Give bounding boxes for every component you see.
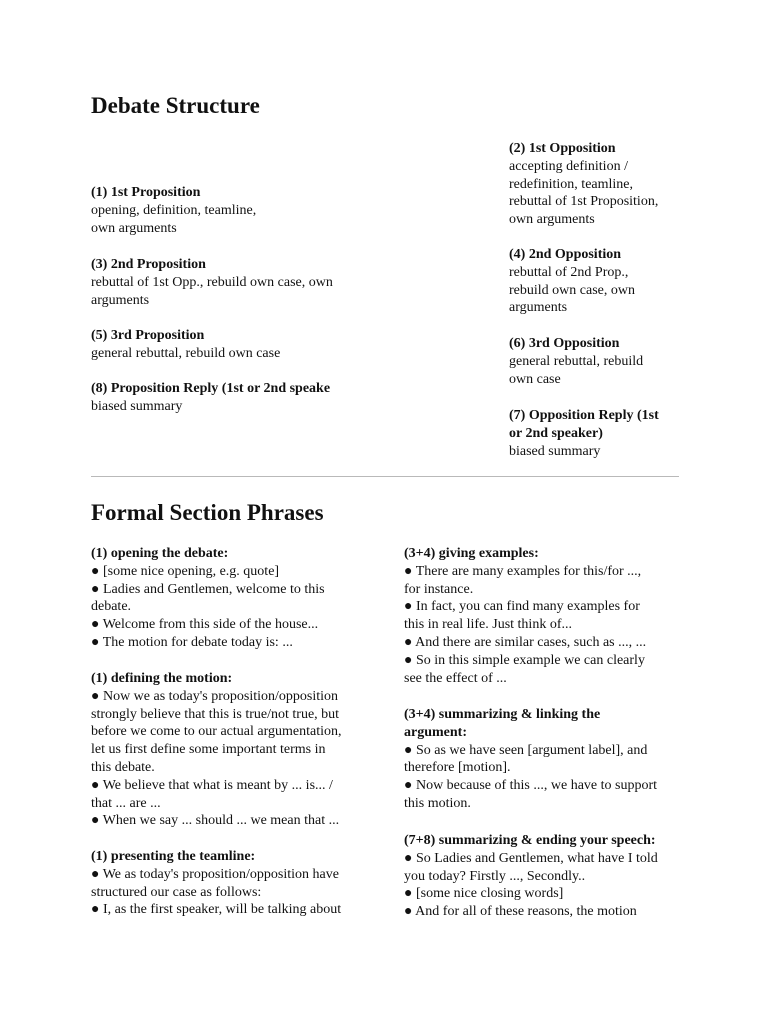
phrases-ending-line-2: you today? Firstly ..., Secondly.. <box>404 868 586 884</box>
phrases-summarizing-title-line-2: argument: <box>404 724 467 740</box>
phrases-examples-line-3: ● In fact, you can find many examples for <box>404 599 640 615</box>
opp-2-line-1: accepting definition / <box>509 158 628 174</box>
phrases-teamline-line-3: ● I, as the first speaker, will be talking about <box>91 902 342 918</box>
phrases-opening-title: (1) opening the debate: <box>91 546 229 561</box>
phrases-examples-block <box>404 545 646 687</box>
phrases-examples-line-1: ● There are many examples for this/for ..., <box>404 563 642 579</box>
phrases-opening-line-1: ● [some nice opening, e.g. quote] <box>91 563 280 579</box>
phrases-summarizing-block <box>404 706 657 813</box>
phrases-teamline-line-1: ● We as today's proposition/opposition have <box>91 866 339 882</box>
opp-2-line-3: rebuttal of 1st Proposition, <box>509 194 659 210</box>
phrases-defining-line-1: ● Now we as today's proposition/opposition <box>91 688 339 704</box>
phrases-examples-line-5: ● And there are similar cases, such as ..., ... <box>404 634 647 650</box>
section-divider <box>91 476 679 477</box>
phrases-teamline-block <box>91 848 341 919</box>
phrases-ending-block <box>404 832 658 921</box>
prop-1-line-1: opening, definition, teamline, <box>91 202 257 218</box>
prop-1-line-2: own arguments <box>91 220 177 236</box>
prop-1-title: (1) 1st Proposition <box>91 185 201 200</box>
phrases-defining-line-3: before we come to our actual argumentation, <box>91 724 342 740</box>
opp-4-title: (4) 2nd Opposition <box>509 247 622 262</box>
phrases-summarizing-line-3: ● Now because of this ..., we have to support <box>404 778 658 794</box>
opp-2-line-2: redefinition, teamline, <box>509 176 634 192</box>
phrases-summarizing-title-line-1: (3+4) summarizing & linking the <box>404 707 601 722</box>
phrases-ending-line-1: ● So Ladies and Gentlemen, what have I told <box>404 850 658 866</box>
phrases-examples-line-4: this in real life. Just think of... <box>404 617 572 633</box>
opp-2-block <box>509 140 658 229</box>
phrases-opening-line-5: ● The motion for debate today is: ... <box>91 634 293 650</box>
phrases-examples-title: (3+4) giving examples: <box>404 546 539 561</box>
prop-3-line-1: rebuttal of 1st Opp., rebuild own case, own <box>91 274 333 290</box>
opp-7-line-1: biased summary <box>509 443 601 459</box>
phrases-opening-line-2: ● Ladies and Gentlemen, welcome to this <box>91 581 325 597</box>
phrases-defining-line-4: let us first define some important terms in <box>91 742 326 758</box>
prop-5-line-1: general rebuttal, rebuild own case <box>91 345 281 361</box>
proposition-column <box>91 184 349 424</box>
phrases-defining-line-8: ● When we say ... should ... we mean that ... <box>91 813 340 829</box>
opp-6-line-1: general rebuttal, rebuild <box>509 353 644 369</box>
prop-8-block <box>91 380 330 416</box>
phrases-opening-line-3: debate. <box>91 599 132 615</box>
prop-1-block <box>91 184 256 237</box>
phrases-opening-line-4: ● Welcome from this side of the house... <box>91 617 319 633</box>
phrases-ending-line-4: ● And for all of these reasons, the motion <box>404 904 637 920</box>
phrases-defining-line-2: strongly believe that this is true/not true, but <box>91 706 340 722</box>
opp-4-block <box>509 246 635 317</box>
phrases-ending-title: (7+8) summarizing & ending your speech: <box>404 833 656 848</box>
phrases-summarizing-line-2: therefore [motion]. <box>404 760 511 776</box>
opp-6-title: (6) 3rd Opposition <box>509 336 620 351</box>
debate-structure-heading: Debate Structure <box>91 93 260 118</box>
phrases-defining-block <box>91 670 341 830</box>
opp-6-line-2: own case <box>509 371 561 387</box>
phrases-defining-title: (1) defining the motion: <box>91 671 233 686</box>
phrases-ending-line-3: ● [some nice closing words] <box>404 886 564 902</box>
prop-5-block <box>91 327 280 363</box>
opp-4-line-1: rebuttal of 2nd Prop., <box>509 264 629 280</box>
opp-2-title: (2) 1st Opposition <box>509 141 616 156</box>
opp-4-line-2: rebuild own case, own <box>509 282 635 298</box>
prop-8-title: (8) Proposition Reply (1st or 2nd speake <box>91 381 331 396</box>
prop-3-line-2: arguments <box>91 292 150 308</box>
phrases-defining-line-5: this debate. <box>91 759 155 775</box>
opp-2-line-4: own arguments <box>509 212 595 228</box>
phrases-summarizing-line-1: ● So as we have seen [argument label], and <box>404 742 648 758</box>
opp-6-block <box>509 335 643 388</box>
phrases-opening-block <box>91 545 325 652</box>
prop-3-title: (3) 2nd Proposition <box>91 257 206 272</box>
prop-8-line-1: biased summary <box>91 398 183 414</box>
opp-7-title-line-2: or 2nd speaker) <box>509 425 603 441</box>
prop-3-block <box>91 256 333 309</box>
phrases-examples-line-2: for instance. <box>404 581 474 597</box>
opp-4-line-3: arguments <box>509 300 568 316</box>
phrases-defining-line-7: that ... are ... <box>91 795 161 811</box>
formal-phrases-heading: Formal Section Phrases <box>91 500 324 525</box>
opp-7-title-line-1: (7) Opposition Reply (1st <box>509 408 659 423</box>
phrases-teamline-title: (1) presenting the teamline: <box>91 849 256 864</box>
prop-5-title: (5) 3rd Proposition <box>91 328 205 343</box>
opp-7-block <box>509 407 659 460</box>
phrases-examples-line-7: see the effect of ... <box>404 670 507 686</box>
phrases-summarizing-line-4: this motion. <box>404 795 471 811</box>
phrases-defining-line-6: ● We believe that what is meant by ... is... / <box>91 777 333 793</box>
phrases-examples-line-6: ● So in this simple example we can clearly <box>404 652 645 668</box>
phrases-teamline-line-2: structured our case as follows: <box>91 884 262 900</box>
